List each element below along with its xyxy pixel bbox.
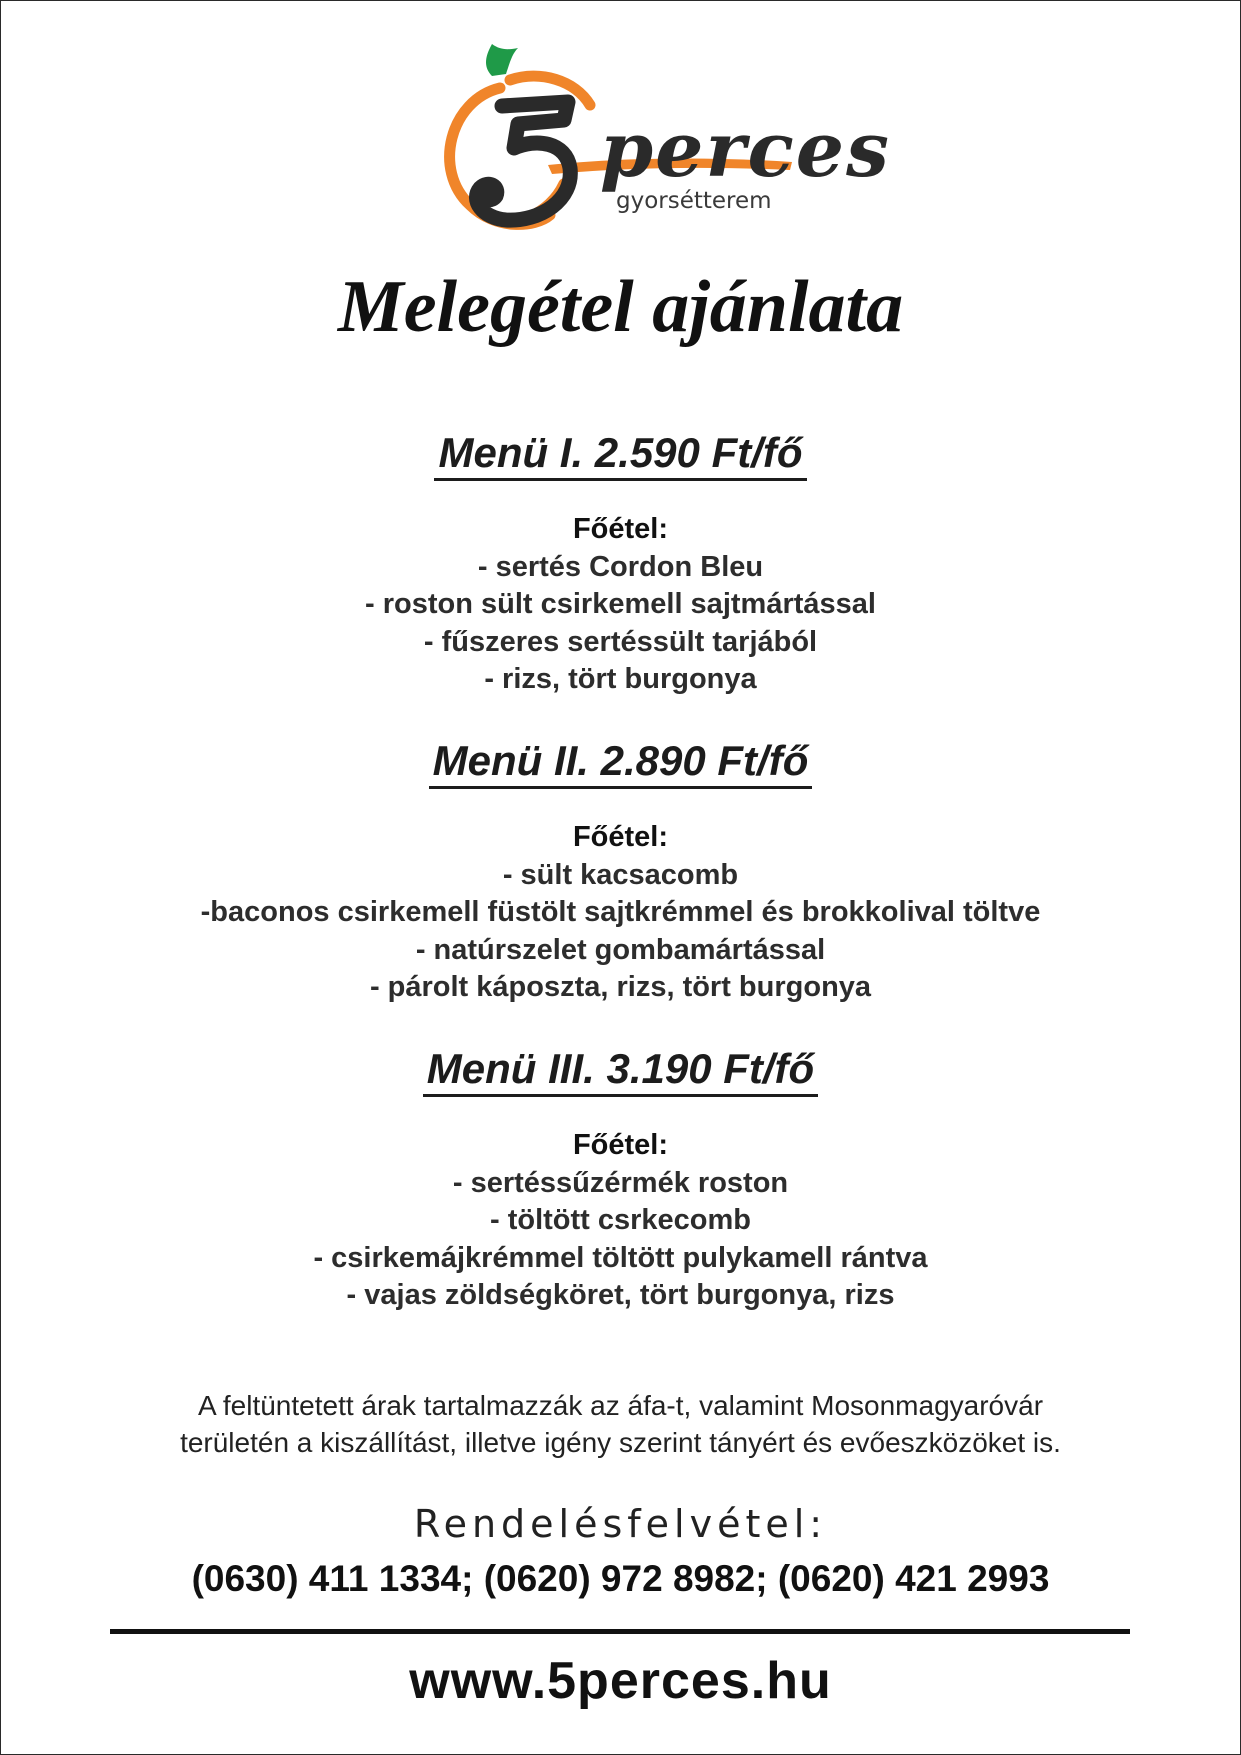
dish-item: - csirkemájkrémmel töltött pulykamell rántva [313, 1241, 928, 1274]
dish-item: - töltött csrkecomb [489, 1204, 752, 1236]
dish-item: - natúrszelet gombamártással [415, 933, 826, 966]
dish-item: - rizs, tört burgonya [484, 663, 757, 695]
price-note [0, 1387, 1241, 1461]
menu-heading: Menü I. 2.590 Ft/fő [434, 432, 806, 481]
dish-item: - sült kacsacomb [502, 858, 739, 891]
order-label: Rendelésfelvétel: [413, 1502, 828, 1546]
menu-section [0, 737, 1241, 1007]
green-leaf-icon [486, 44, 518, 76]
price-note-line: területén a kiszállítást, illetve igény szerint tányért és evőeszközöket is. [180, 1427, 1061, 1458]
main-course-label: Főétel: [572, 821, 669, 853]
dish-item: - fűszeres sertéssült tarjából [423, 625, 818, 658]
logo-name: perces [600, 105, 891, 194]
dish-item: - vajas zöldségköret, tört burgonya, rizs [346, 1279, 895, 1311]
restaurant-logo [440, 40, 891, 250]
main-course-label: Főétel: [572, 513, 669, 545]
main-course-label: Főétel: [572, 1129, 669, 1161]
dish-item: - sertés Cordon Bleu [477, 550, 764, 583]
website-link[interactable]: www.5perces.hu [409, 1652, 832, 1710]
menu-section [0, 1045, 1241, 1315]
dish-item: - sertéssűzérmék roston [452, 1166, 789, 1199]
price-note-line: A feltüntetett árak tartalmazzák az áfa-t, valamint Mosonmagyaróvár [197, 1390, 1044, 1421]
menu-heading: Menü II. 2.890 Ft/fő [429, 740, 813, 789]
logo-subtitle: gyorsétterem [616, 188, 772, 214]
dish-item: - párolt káposzta, rizs, tört burgonya [369, 971, 872, 1003]
divider [110, 1629, 1130, 1634]
logo-five [476, 102, 570, 220]
page-title: Melegétel ajánlata [337, 266, 904, 348]
dish-item: -baconos csirkemell füstölt sajtkrémmel és brokkolival töltve [200, 896, 1041, 928]
dish-item: - roston sült csirkemell sajtmártással [365, 588, 876, 620]
menu-section [0, 429, 1241, 699]
menu-heading: Menü III. 3.190 Ft/fő [423, 1048, 818, 1097]
phone-numbers: (0630) 411 1334; (0620) 972 8982; (0620) 421 2993 [191, 1558, 1050, 1599]
